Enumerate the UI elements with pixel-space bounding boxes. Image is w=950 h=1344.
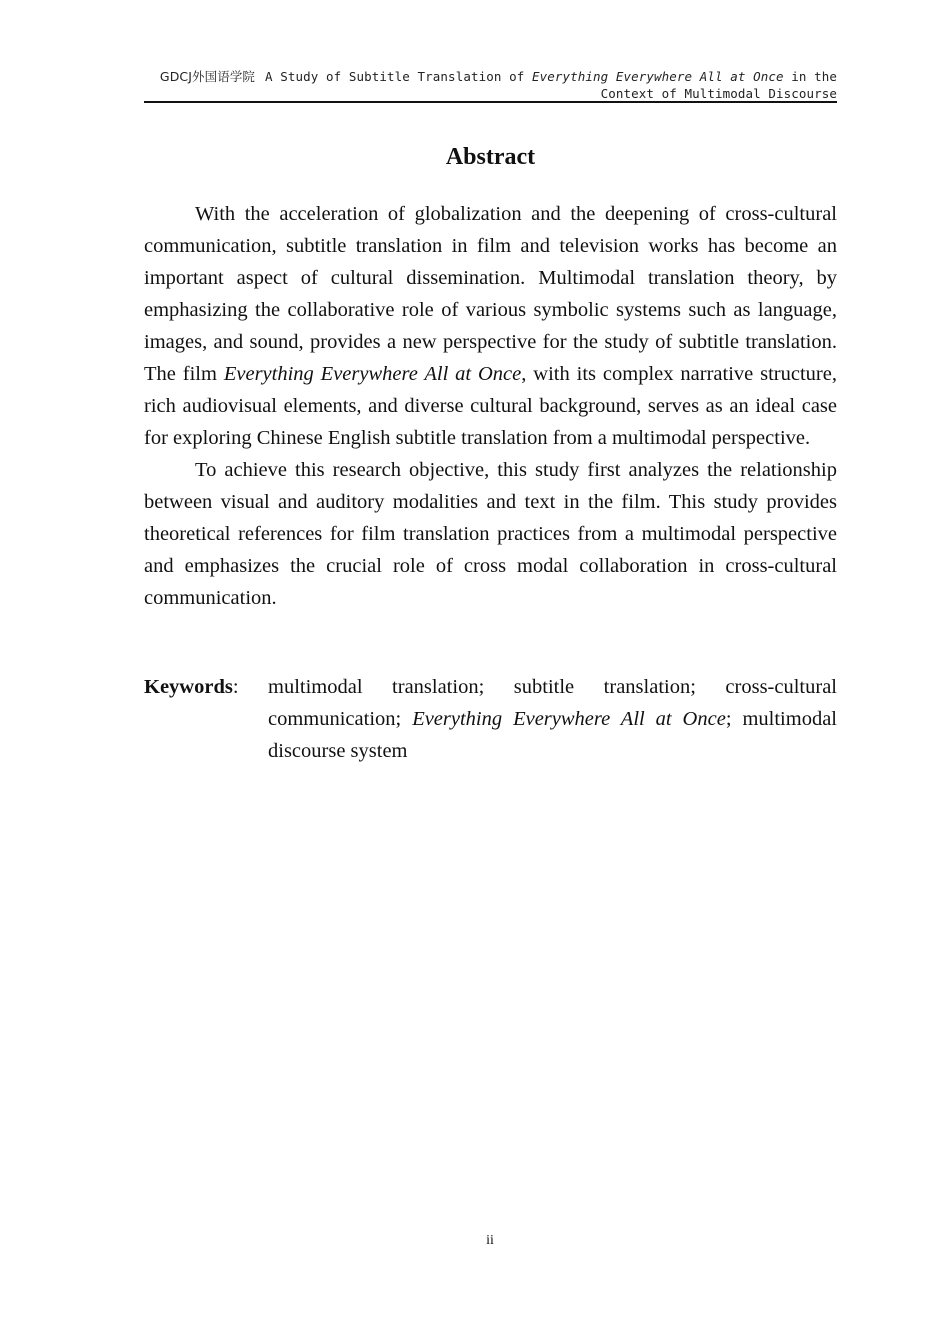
page-number: ii — [486, 1233, 494, 1248]
paragraph-1-film-title: Everything Everywhere All at Once — [223, 363, 522, 385]
keyword-film-title: Everything Everywhere All at Once — [412, 708, 726, 730]
keywords-label: Keywords — [144, 676, 233, 698]
abstract-paragraph-2: To achieve this research objective, this study first analyzes the relationship between visual and auditory modalities and text in the film. This study provides theoretical references for film translation practices from a multimodal perspective and emphasizes the crucial role of cross modal collaboration in cross-cultural communication. — [144, 459, 837, 609]
keywords-group-3: multimodal discourse system — [268, 708, 837, 762]
header-film-title: Everything Everywhere All at Once — [531, 69, 784, 84]
keywords-group-1: multimodal translation; subtitle translation; cross-cultural communication; — [268, 676, 837, 730]
keywords-label-wrap — [144, 671, 268, 767]
header-title-pre: A Study of Subtitle Translation of — [265, 69, 532, 84]
keywords-list — [268, 671, 837, 767]
keyword-separator: ; — [725, 708, 732, 730]
header-divider — [144, 101, 837, 103]
abstract-paragraph-1 — [144, 198, 837, 454]
running-header-line-2: Context of Multimodal Discourse — [600, 86, 837, 101]
running-header-line-1 — [144, 68, 837, 85]
paragraph-1-text-a: With the acceleration of globalization and the deepening of cross-cultural communication, subtitle translation in film and television works has become an important aspect of cultural dissemination. Multimodal translation theory, by emphasizing the collaborative role of various symbolic systems such as language, images, and sound, provides a new perspective for the study of subtitle translation. The film — [144, 203, 837, 385]
abstract-heading: Abstract — [445, 144, 536, 170]
header-title-post: in the — [783, 69, 837, 84]
abstract-body — [144, 198, 837, 614]
keywords-block — [144, 671, 837, 767]
institution-name: GDCJ外国语学院 — [159, 69, 256, 84]
keywords-colon: : — [232, 676, 239, 698]
paragraph-1-text-b: , with its complex narrative structure, rich audiovisual elements, and diverse cultural background, serves as an ideal case for exploring Chinese English subtitle translation from a multimodal perspective. — [144, 363, 837, 449]
running-header — [144, 68, 837, 102]
